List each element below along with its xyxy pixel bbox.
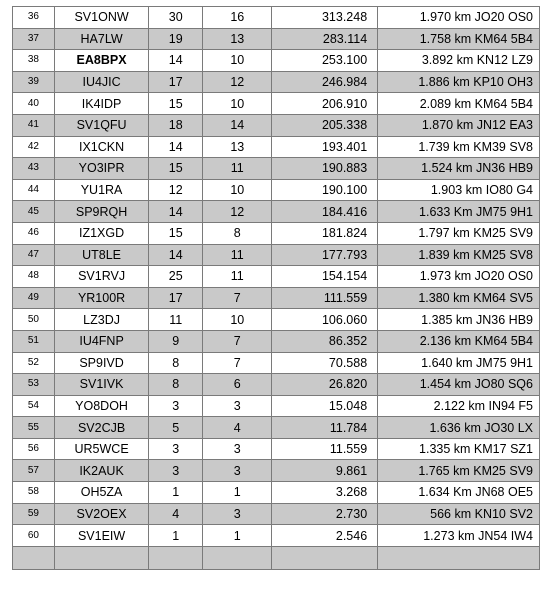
count-a-cell: 15 (149, 158, 203, 180)
rank-cell: 48 (13, 266, 55, 288)
count-b-cell: 10 (203, 93, 272, 115)
count-a-cell: 11 (149, 309, 203, 331)
table-row (13, 352, 540, 374)
count-b-cell: 1 (203, 525, 272, 547)
callsign-cell: IU4JIC (54, 71, 149, 93)
footer-cell (54, 546, 149, 569)
rank-cell: 51 (13, 330, 55, 352)
points-cell: 177.793 (272, 244, 378, 266)
count-b-cell: 3 (203, 395, 272, 417)
points-cell: 9.861 (272, 460, 378, 482)
count-a-cell: 18 (149, 114, 203, 136)
points-cell: 190.883 (272, 158, 378, 180)
results-table-body (13, 7, 540, 570)
points-cell: 253.100 (272, 50, 378, 72)
callsign-cell: YO8DOH (54, 395, 149, 417)
count-b-cell: 11 (203, 266, 272, 288)
count-a-cell: 3 (149, 438, 203, 460)
count-b-cell: 11 (203, 244, 272, 266)
callsign-cell: SV1EIW (54, 525, 149, 547)
count-b-cell: 10 (203, 179, 272, 201)
table-row (13, 201, 540, 223)
count-b-cell: 3 (203, 438, 272, 460)
count-b-cell: 10 (203, 309, 272, 331)
table-row (13, 7, 540, 29)
points-cell: 283.114 (272, 28, 378, 50)
odx-cell: 1.886 km KP10 OH3 (378, 71, 540, 93)
callsign-cell: IU4FNP (54, 330, 149, 352)
count-a-cell: 19 (149, 28, 203, 50)
table-row (13, 28, 540, 50)
odx-cell: 1.640 km JM75 9H1 (378, 352, 540, 374)
table-row (13, 71, 540, 93)
points-cell: 313.248 (272, 7, 378, 29)
callsign-cell: YU1RA (54, 179, 149, 201)
rank-cell: 58 (13, 482, 55, 504)
points-cell: 193.401 (272, 136, 378, 158)
rank-cell: 55 (13, 417, 55, 439)
count-b-cell: 6 (203, 374, 272, 396)
rank-cell: 53 (13, 374, 55, 396)
callsign-cell: SV2OEX (54, 503, 149, 525)
table-row (13, 158, 540, 180)
callsign-cell: HA7LW (54, 28, 149, 50)
count-a-cell: 14 (149, 50, 203, 72)
table-row (13, 287, 540, 309)
odx-cell: 1.797 km KM25 SV9 (378, 222, 540, 244)
count-b-cell: 4 (203, 417, 272, 439)
count-b-cell: 10 (203, 50, 272, 72)
count-b-cell: 8 (203, 222, 272, 244)
count-b-cell: 13 (203, 136, 272, 158)
points-cell: 2.546 (272, 525, 378, 547)
table-row (13, 417, 540, 439)
callsign-cell: YR100R (54, 287, 149, 309)
rank-cell: 46 (13, 222, 55, 244)
rank-cell: 44 (13, 179, 55, 201)
count-b-cell: 12 (203, 201, 272, 223)
points-cell: 205.338 (272, 114, 378, 136)
odx-cell: 1.870 km JN12 EA3 (378, 114, 540, 136)
table-row (13, 503, 540, 525)
rank-cell: 45 (13, 201, 55, 223)
rank-cell: 52 (13, 352, 55, 374)
callsign-cell: OH5ZA (54, 482, 149, 504)
rank-cell: 37 (13, 28, 55, 50)
odx-cell: 1.839 km KM25 SV8 (378, 244, 540, 266)
count-a-cell: 8 (149, 352, 203, 374)
points-cell: 106.060 (272, 309, 378, 331)
footer-cell (378, 546, 540, 569)
count-a-cell: 3 (149, 395, 203, 417)
rank-cell: 38 (13, 50, 55, 72)
callsign-cell: SV1RVJ (54, 266, 149, 288)
rank-cell: 50 (13, 309, 55, 331)
odx-cell: 2.122 km IN94 F5 (378, 395, 540, 417)
count-b-cell: 7 (203, 287, 272, 309)
count-a-cell: 4 (149, 503, 203, 525)
points-cell: 3.268 (272, 482, 378, 504)
footer-cell (13, 546, 55, 569)
count-b-cell: 1 (203, 482, 272, 504)
count-b-cell: 7 (203, 352, 272, 374)
callsign-cell: UR5WCE (54, 438, 149, 460)
table-footer-row (13, 546, 540, 569)
odx-cell: 1.970 km JO20 OS0 (378, 7, 540, 29)
count-b-cell: 3 (203, 503, 272, 525)
callsign-cell: SP9IVD (54, 352, 149, 374)
table-row (13, 93, 540, 115)
callsign-cell: IZ1XGD (54, 222, 149, 244)
odx-cell: 1.739 km KM39 SV8 (378, 136, 540, 158)
callsign-cell: SV2CJB (54, 417, 149, 439)
callsign-cell: YO3IPR (54, 158, 149, 180)
callsign-cell: EA8BPX (54, 50, 149, 72)
callsign-cell: SV1ONW (54, 7, 149, 29)
points-cell: 86.352 (272, 330, 378, 352)
odx-cell: 1.273 km JN54 IW4 (378, 525, 540, 547)
rank-cell: 47 (13, 244, 55, 266)
points-cell: 2.730 (272, 503, 378, 525)
odx-cell: 1.380 km KM64 SV5 (378, 287, 540, 309)
points-cell: 246.984 (272, 71, 378, 93)
rank-cell: 54 (13, 395, 55, 417)
count-a-cell: 14 (149, 201, 203, 223)
table-row (13, 50, 540, 72)
table-row (13, 374, 540, 396)
odx-cell: 1.765 km KM25 SV9 (378, 460, 540, 482)
callsign-cell: IK2AUK (54, 460, 149, 482)
points-cell: 154.154 (272, 266, 378, 288)
odx-cell: 1.385 km JN36 HB9 (378, 309, 540, 331)
table-row (13, 482, 540, 504)
table-row (13, 395, 540, 417)
table-row (13, 179, 540, 201)
rank-cell: 36 (13, 7, 55, 29)
count-a-cell: 25 (149, 266, 203, 288)
rank-cell: 60 (13, 525, 55, 547)
table-row (13, 525, 540, 547)
callsign-cell: UT8LE (54, 244, 149, 266)
rank-cell: 40 (13, 93, 55, 115)
callsign-cell: IK4IDP (54, 93, 149, 115)
rank-cell: 59 (13, 503, 55, 525)
count-a-cell: 5 (149, 417, 203, 439)
callsign-cell: IX1CKN (54, 136, 149, 158)
count-a-cell: 30 (149, 7, 203, 29)
points-cell: 70.588 (272, 352, 378, 374)
rank-cell: 56 (13, 438, 55, 460)
count-a-cell: 1 (149, 525, 203, 547)
odx-cell: 2.136 km KM64 5B4 (378, 330, 540, 352)
count-b-cell: 7 (203, 330, 272, 352)
callsign-cell: SV1QFU (54, 114, 149, 136)
rank-cell: 49 (13, 287, 55, 309)
rank-cell: 41 (13, 114, 55, 136)
table-row (13, 222, 540, 244)
count-a-cell: 12 (149, 179, 203, 201)
table-row (13, 460, 540, 482)
points-cell: 11.559 (272, 438, 378, 460)
count-b-cell: 14 (203, 114, 272, 136)
count-b-cell: 12 (203, 71, 272, 93)
count-b-cell: 11 (203, 158, 272, 180)
points-cell: 181.824 (272, 222, 378, 244)
points-cell: 26.820 (272, 374, 378, 396)
footer-cell (149, 546, 203, 569)
count-a-cell: 9 (149, 330, 203, 352)
callsign-cell: SV1IVK (54, 374, 149, 396)
callsign-cell: LZ3DJ (54, 309, 149, 331)
points-cell: 11.784 (272, 417, 378, 439)
odx-cell: 1.633 Km JM75 9H1 (378, 201, 540, 223)
table-row (13, 266, 540, 288)
points-cell: 111.559 (272, 287, 378, 309)
count-b-cell: 16 (203, 7, 272, 29)
table-row (13, 244, 540, 266)
footer-cell (203, 546, 272, 569)
count-a-cell: 15 (149, 93, 203, 115)
count-a-cell: 17 (149, 287, 203, 309)
points-cell: 190.100 (272, 179, 378, 201)
count-a-cell: 8 (149, 374, 203, 396)
table-row (13, 114, 540, 136)
odx-cell: 1.454 km JO80 SQ6 (378, 374, 540, 396)
rank-cell: 39 (13, 71, 55, 93)
count-a-cell: 17 (149, 71, 203, 93)
count-a-cell: 3 (149, 460, 203, 482)
count-a-cell: 14 (149, 244, 203, 266)
rank-cell: 57 (13, 460, 55, 482)
count-a-cell: 1 (149, 482, 203, 504)
odx-cell: 1.903 km IO80 G4 (378, 179, 540, 201)
odx-cell: 2.089 km KM64 5B4 (378, 93, 540, 115)
table-row (13, 136, 540, 158)
odx-cell: 1.973 km JO20 OS0 (378, 266, 540, 288)
odx-cell: 1.636 km JO30 LX (378, 417, 540, 439)
points-cell: 184.416 (272, 201, 378, 223)
callsign-cell: SP9RQH (54, 201, 149, 223)
points-cell: 15.048 (272, 395, 378, 417)
results-table (12, 6, 540, 570)
odx-cell: 566 km KN10 SV2 (378, 503, 540, 525)
count-b-cell: 13 (203, 28, 272, 50)
rank-cell: 42 (13, 136, 55, 158)
footer-cell (272, 546, 378, 569)
odx-cell: 1.524 km JN36 HB9 (378, 158, 540, 180)
count-a-cell: 14 (149, 136, 203, 158)
rank-cell: 43 (13, 158, 55, 180)
table-row (13, 309, 540, 331)
odx-cell: 1.634 Km JN68 OE5 (378, 482, 540, 504)
table-row (13, 330, 540, 352)
odx-cell: 1.335 km KM17 SZ1 (378, 438, 540, 460)
odx-cell: 1.758 km KM64 5B4 (378, 28, 540, 50)
odx-cell: 3.892 km KN12 LZ9 (378, 50, 540, 72)
points-cell: 206.910 (272, 93, 378, 115)
count-b-cell: 3 (203, 460, 272, 482)
table-row (13, 438, 540, 460)
count-a-cell: 15 (149, 222, 203, 244)
